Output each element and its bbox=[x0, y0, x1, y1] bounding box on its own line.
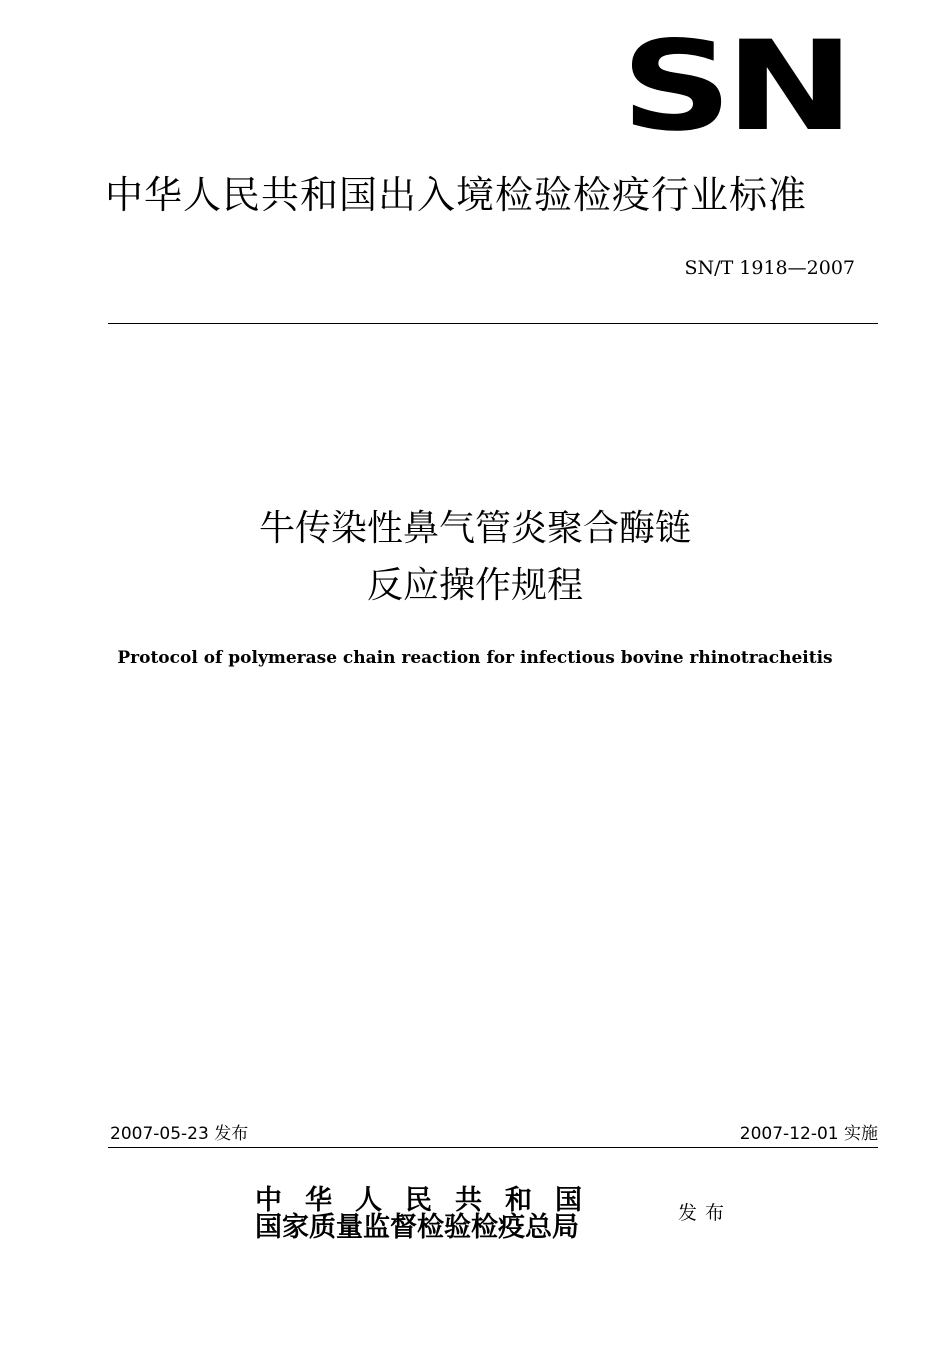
document-title-line-1: 牛传染性鼻气管炎聚合酶链 bbox=[258, 508, 691, 549]
english-title: Protocol of polymerase chain reaction for infectious bovine rhinotracheitis bbox=[117, 648, 833, 668]
standard-number: SN/T 1918—2007 bbox=[684, 257, 855, 279]
issuer-action: 发布 bbox=[678, 1202, 733, 1224]
sn-logo: SN bbox=[620, 15, 848, 159]
issue-date: 2007-05-23 发布 bbox=[110, 1124, 249, 1144]
top-divider bbox=[108, 323, 878, 324]
document-title-line-2: 反应操作规程 bbox=[366, 565, 583, 606]
standard-category: 中华人民共和国出入境检验检疫行业标准 bbox=[105, 173, 808, 217]
implementation-date: 2007-12-01 实施 bbox=[739, 1124, 878, 1144]
issuer-country: 中华人民共和国 bbox=[255, 1185, 605, 1216]
issuer-agency: 国家质量监督检验检疫总局 bbox=[255, 1212, 579, 1243]
bottom-divider bbox=[108, 1147, 878, 1148]
